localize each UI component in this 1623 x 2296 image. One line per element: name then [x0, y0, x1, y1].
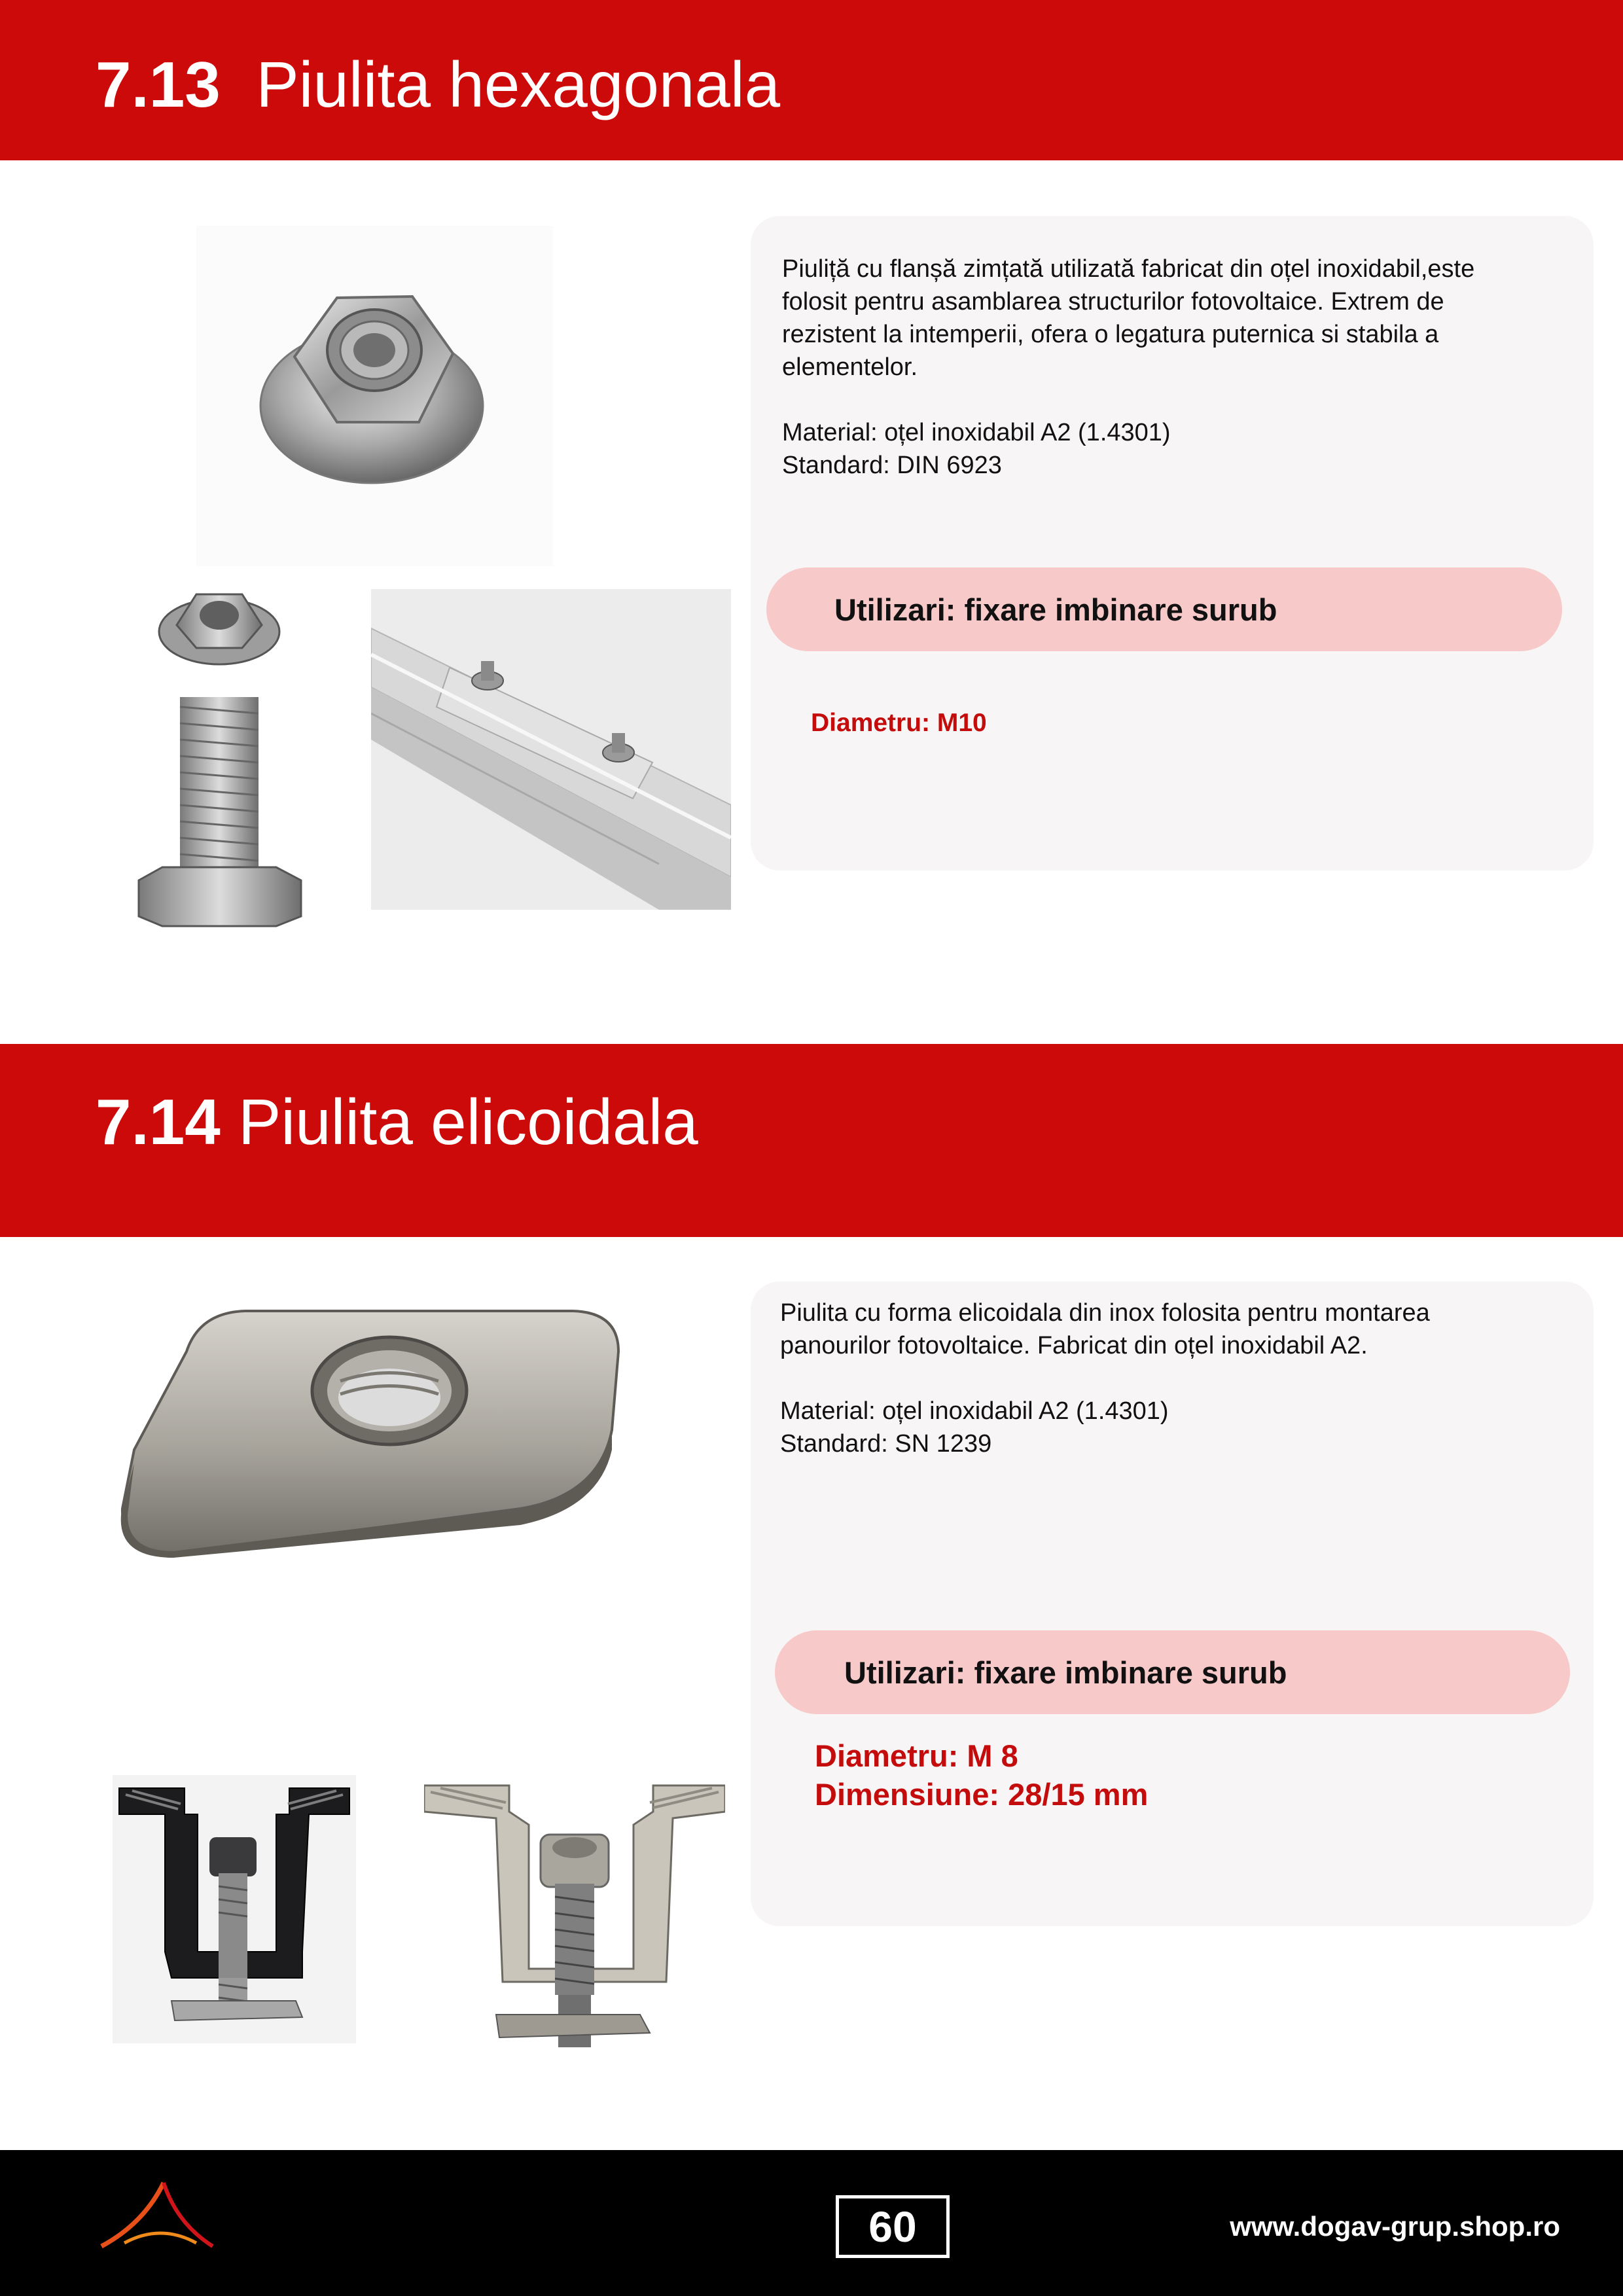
- website-url[interactable]: www.dogav-grup.shop.ro: [1230, 2211, 1560, 2242]
- rail-assembly-photo: [371, 589, 731, 910]
- nut-and-bolt-photo: [131, 563, 308, 929]
- usage-pill: [775, 1630, 1570, 1714]
- section-title: [96, 48, 781, 120]
- section-number: 7.13: [96, 48, 221, 120]
- section-title: [96, 1086, 698, 1158]
- company-logo: [98, 2178, 216, 2250]
- section-header-7-14: [0, 1044, 1623, 1237]
- info-card-7-14: [751, 1282, 1594, 1926]
- usage-pill: [766, 567, 1562, 651]
- info-card-7-13: [751, 216, 1594, 870]
- section-header-7-13: [0, 0, 1623, 160]
- black-clamp-photo: [113, 1775, 356, 2043]
- section-number: 7.14: [96, 1086, 221, 1158]
- usage-label: Utilizari: fixare imbinare surub: [844, 1655, 1287, 1690]
- flange-nut-photo: [196, 226, 553, 566]
- usage-label: Utilizari: fixare imbinare surub: [834, 592, 1277, 627]
- dimension-label: Dimensiune: 28/15 mm: [815, 1777, 1149, 1812]
- diameter-label: Diametru: M10: [811, 709, 987, 737]
- product-description: Piulita cu forma elicoidala din inox folosita pentru montarea panourilor fotovoltaice. Fabricat din oțel inoxidabil A2. Material: oțel inoxidabil A2 (1.4301) Standard: SN 1239: [780, 1299, 1430, 1458]
- helical-nut-photo: [115, 1299, 625, 1561]
- silver-clamp-photo: [424, 1779, 725, 2073]
- section-title-text: Piulita elicoidala: [238, 1086, 698, 1158]
- product-description: Piuliță cu flanșă zimțată utilizată fabricat din oțel inoxidabil,este folosit pentru asamblarea structurilor fotovoltaice. Extrem de rezistent la intemperii, ofera o legatura puternica si stabila a elementelor. Material: oțel inoxidabil A2 (1.4301) Standard: DIN 6923: [782, 255, 1475, 479]
- section-title-text: Piulita hexagonala: [256, 48, 781, 120]
- footer-bar: [0, 2150, 1623, 2296]
- page-number: 60: [836, 2195, 950, 2258]
- diameter-label: Diametru: M 8: [815, 1738, 1018, 1773]
